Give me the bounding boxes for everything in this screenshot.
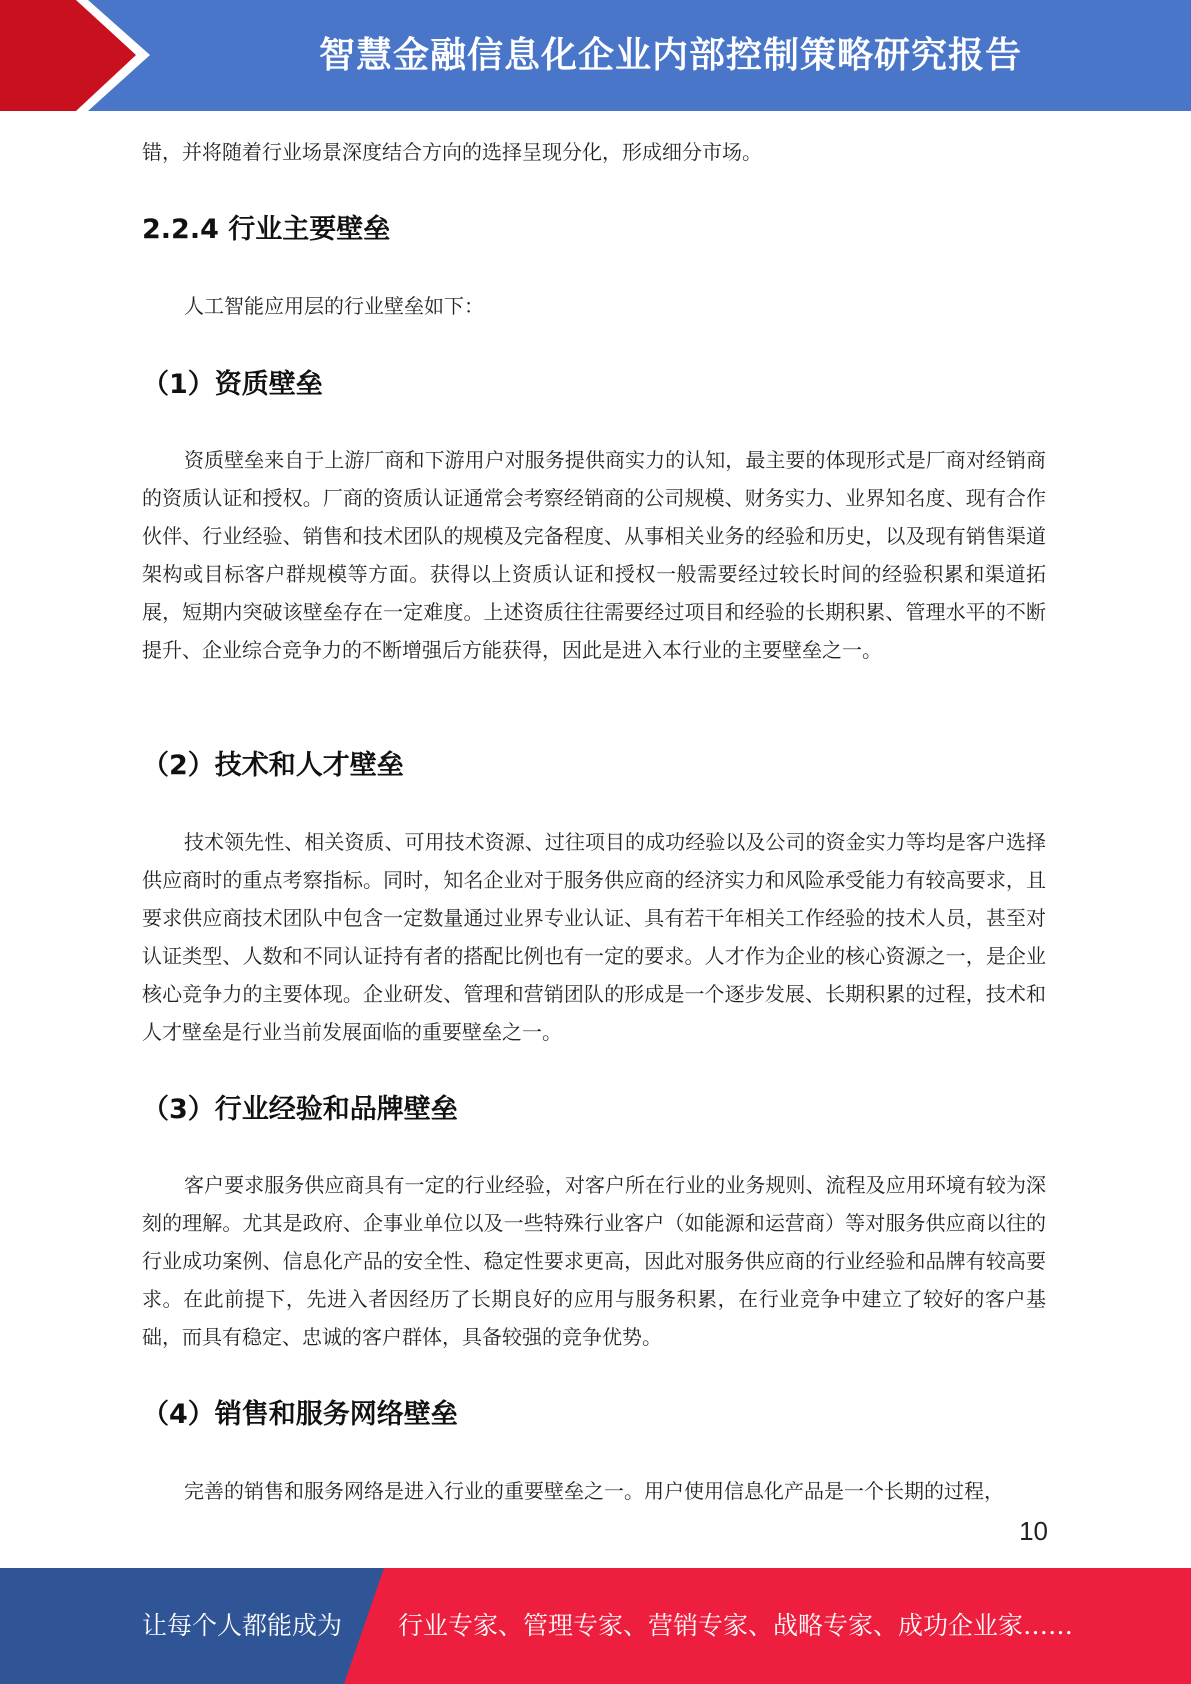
subsection-heading-2: （2）技术和人才壁垒 [142,750,404,781]
footer-slogan-right: 行业专家、管理专家、营销专家、战略专家、成功企业家…… [398,1611,1074,1640]
page-header [0,0,1191,111]
section-heading: 2.2.4 行业主要壁垒 [142,214,391,245]
page-number: 10 [1019,1516,1048,1546]
subsection-text-2: 技术领先性、相关资质、可用技术资源、过往项目的成功经验以及公司的资金实力等均是客户选择供应商时的重点考察指标。同时，知名企业对于服务供应商的经济实力和风险承受能力有较高要求，且要求供应商技术团队中包含一定数量通过业界专业认证、具有若干年相关工作经验的技术人员，甚至对认证类型、人数和不同认证持有者的搭配比例也有一定的要求。人才作为企业的核心资源之一，是企业核心竞争力的主要体现。企业研发、管理和营销团队的形成是一个逐步发展、长期积累的过程，技术和人才壁垒是行业当前发展面临的重要壁垒之一。 [142,830,1046,1044]
header-chevron-decoration [0,0,160,111]
page-footer [0,1568,1191,1684]
subsection-text-1: 资质壁垒来自于上游厂商和下游用户对服务提供商实力的认知，最主要的体现形式是厂商对经销商的资质认证和授权。厂商的资质认证通常会考察经销商的公司规模、财务实力、业界知名度、现有合作伙伴、行业经验、销售和技术团队的规模及完备程度、从事相关业务的经验和历史，以及现有销售渠道架构或目标客户群规模等方面。获得以上资质认证和授权一般需要经过较长时间的经验积累和渠道拓展，短期内突破该壁垒存在一定难度。上述资质往往需要经过项目和经验的长期积累、管理水平的不断提升、企业综合竞争力的不断增强后方能获得，因此是进入本行业的主要壁垒之一。 [142,448,1046,662]
subsection-heading-3: （3）行业经验和品牌壁垒 [142,1094,458,1125]
header-title: 智慧金融信息化企业内部控制策略研究报告 [318,35,1022,76]
footer-slogan-left: 让每个人都能成为 [142,1611,343,1640]
subsection-heading-1: （1）资质壁垒 [142,369,323,400]
section-intro: 人工智能应用层的行业壁垒如下： [184,294,484,318]
subsection-text-4: 完善的销售和服务网络是进入行业的重要壁垒之一。用户使用信息化产品是一个长期的过程， [184,1479,1004,1503]
subsection-heading-4: （4）销售和服务网络壁垒 [142,1399,458,1430]
intro-continuation: 错，并将随着行业场景深度结合方向的选择呈现分化，形成细分市场。 [142,140,762,164]
subsection-text-3: 客户要求服务供应商具有一定的行业经验，对客户所在行业的业务规则、流程及应用环境有较为深刻的理解。尤其是政府、企事业单位以及一些特殊行业客户（如能源和运营商）等对服务供应商以往的行业成功案例、信息化产品的安全性、稳定性要求更高，因此对服务供应商的行业经验和品牌有较高要求。在此前提下，先进入者因经历了长期良好的应用与服务积累，在行业竞争中建立了较好的客户基础，而具有稳定、忠诚的客户群体，具备较强的竞争优势。 [142,1173,1046,1349]
